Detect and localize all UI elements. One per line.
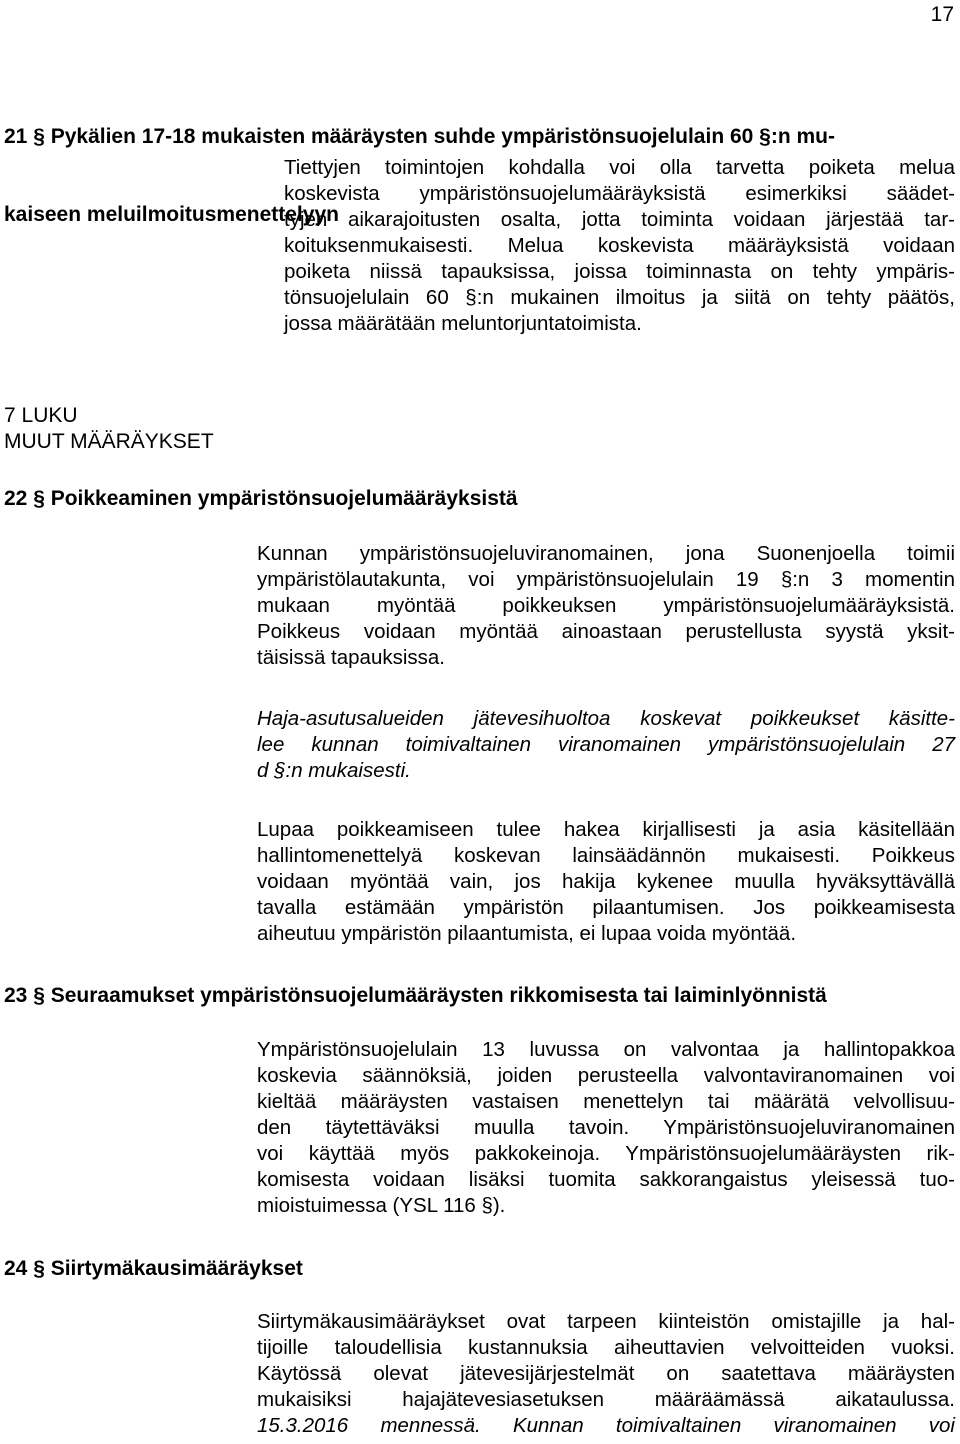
section-21-line: Tiettyjen toimintojen kohdalla voi olla tarvetta poiketa melua [284, 156, 955, 179]
section-21-line: koituksenmukaisesti. Melua koskevista määräyksistä voidaan [284, 234, 955, 257]
section-22-line: tavalla estämään ympäristön pilaantumisen. Jos poikkeamisesta [257, 896, 955, 919]
section-21-line: jossa määrätään meluntorjuntatoimista. [284, 312, 642, 335]
section-22-heading: 22 § Poikkeaminen ympäristönsuojelumääräyksistä [4, 487, 518, 510]
section-21-paragraph [284, 155, 955, 337]
page-number: 17 [930, 3, 954, 26]
section-23-line: kieltää määräysten vastaisen menettelyn tai määrätä velvollisuu- [257, 1090, 955, 1113]
chapter-title: MUUT MÄÄRÄYKSET [4, 430, 214, 453]
section-24-italic-line: 15.3.2016 mennessä. Kunnan toimivaltainen viranomainen voi [257, 1414, 955, 1437]
section-23-line: komisesta voidaan lisäksi tuomita sakkorangaistus yleisessä tuo- [257, 1168, 955, 1191]
section-22-line: hallintomenettelyä koskevan lainsäädännön mukaisesti. Poikkeus [257, 844, 955, 867]
section-24-line: mukaisiksi hajajätevesiasetuksen määräämässä aikataulussa. [257, 1388, 955, 1411]
section-24-paragraph [257, 1309, 955, 1439]
section-22-italic-line: Haja-asutusalueiden jätevesihuoltoa koskevat poikkeukset käsitte- [257, 707, 955, 730]
section-23-line: Ympäristönsuojelulain 13 luvussa on valvontaa ja hallintopakkoa [257, 1038, 955, 1061]
section-23-paragraph [257, 1037, 955, 1219]
section-22-italic-line: lee kunnan toimivaltainen viranomainen ympäristönsuojelulain 27 [257, 733, 955, 756]
section-21-line: tönsuojelulain 60 §:n mukainen ilmoitus ja siitä on tehty päätös, [284, 286, 955, 309]
section-22-line: voidaan myöntää vain, jos hakija kykenee muulla hyväksyttävällä [257, 870, 955, 893]
section-22-line: täisissä tapauksissa. [257, 646, 446, 669]
section-22-paragraph-2 [257, 706, 955, 784]
chapter-7-heading [4, 403, 214, 455]
section-23-line: mioistuimessa (YSL 116 §). [257, 1194, 506, 1217]
section-22-line: aiheutuu ympäristön pilaantumista, ei lupaa voida myöntää. [257, 922, 797, 945]
section-22-paragraph-1 [257, 541, 955, 671]
section-22-italic-line: d §:n mukaisesti. [257, 759, 411, 782]
section-21-heading-line2: kaiseen meluilmoitusmenettelyyn [4, 203, 339, 226]
section-23-line: voi käyttää myös pakkokeinoja. Ympäristönsuojelumääräysten rik- [257, 1142, 955, 1165]
section-21-line: poiketa niissä tapauksissa, joissa toiminnasta on tehty ympäris- [284, 260, 955, 283]
section-23-line: koskevia säännöksiä, joiden perusteella valvontaviranomainen voi [257, 1064, 955, 1087]
section-21-heading-line1: 21 § Pykälien 17-18 mukaisten määräysten suhde ympäristönsuojelulain 60 §:n mu- [4, 125, 835, 148]
section-22-paragraph-3 [257, 817, 955, 947]
section-22-line: Kunnan ympäristönsuojeluviranomainen, jona Suonenjoella toimii [257, 542, 955, 565]
section-24-line: Käytössä olevat jätevesijärjestelmät on saatettava määräysten [257, 1362, 955, 1385]
section-21-line: koskevista ympäristönsuojelumääräyksistä esimerkiksi säädet- [284, 182, 955, 205]
section-22-line: mukaan myöntää poikkeuksen ympäristönsuojelumääräyksistä. [257, 594, 955, 617]
chapter-number: 7 LUKU [4, 404, 78, 427]
section-24-line: Siirtymäkausimääräykset ovat tarpeen kiinteistön omistajille ja hal- [257, 1310, 955, 1333]
section-22-line: ympäristölautakunta, voi ympäristönsuojelulain 19 §:n 3 momentin [257, 568, 955, 591]
section-24-heading: 24 § Siirtymäkausimääräykset [4, 1257, 303, 1280]
section-22-line: Lupaa poikkeamiseen tulee hakea kirjallisesti ja asia käsitellään [257, 818, 955, 841]
section-23-heading: 23 § Seuraamukset ympäristönsuojelumääräysten rikkomisesta tai laiminlyönnistä [4, 984, 827, 1007]
section-24-line: tijoille taloudellisia kustannuksia aiheuttavien velvoitteiden vuoksi. [257, 1336, 955, 1359]
section-22-line: Poikkeus voidaan myöntää ainoastaan perustellusta syystä yksit- [257, 620, 955, 643]
section-23-line: den täytettäväksi muulla tavoin. Ympäristönsuojeluviranomainen [257, 1116, 955, 1139]
section-21-line: tyjen aikarajoitusten osalta, jotta toiminta voidaan järjestää tar- [284, 208, 955, 231]
